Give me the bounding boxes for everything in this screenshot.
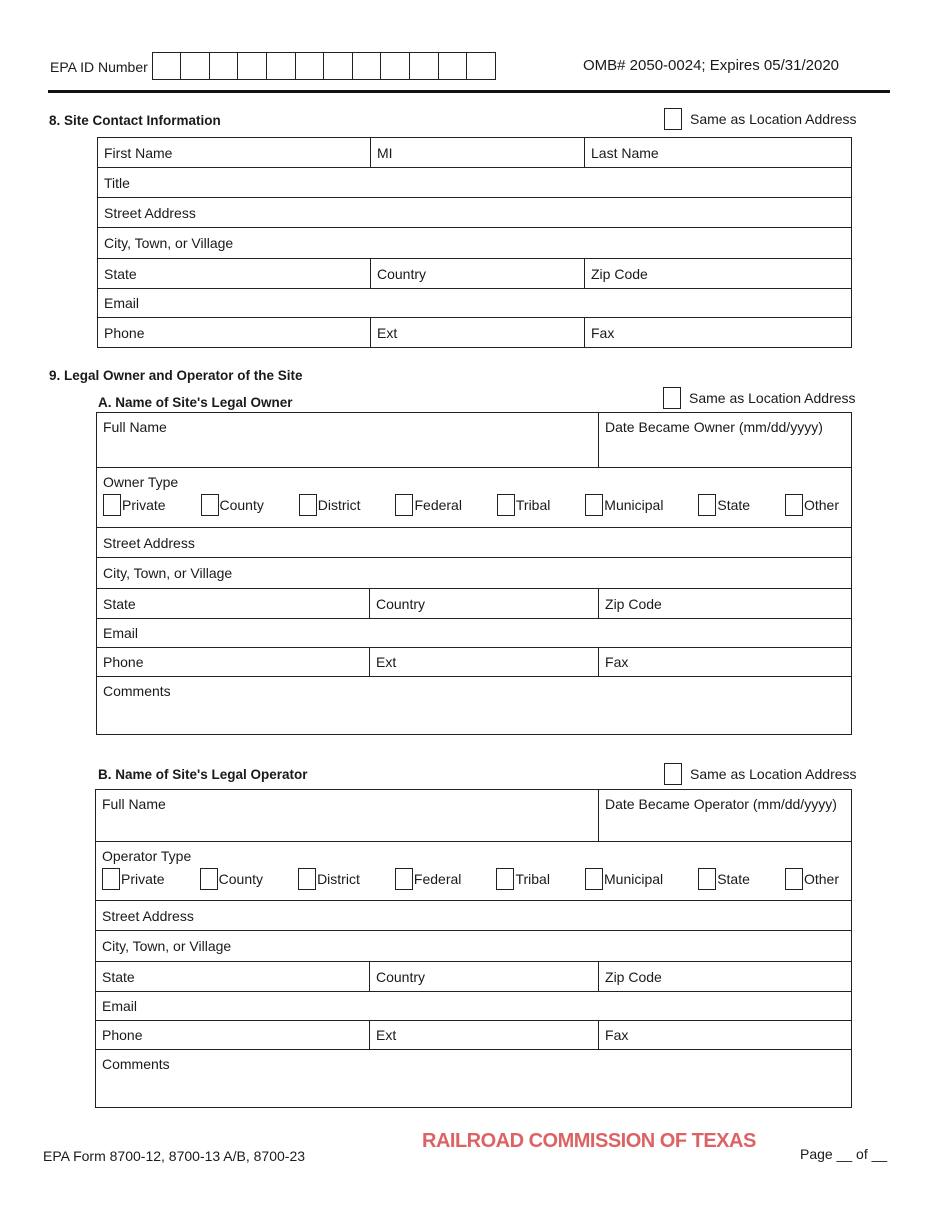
owner-type-private[interactable]	[103, 494, 166, 516]
county-checkbox[interactable]	[201, 494, 219, 516]
operator-full-name-field[interactable]	[96, 790, 599, 842]
epa-id-input[interactable]	[153, 52, 496, 80]
owner-country-field[interactable]	[370, 589, 599, 619]
city-label: City, Town, or Village	[104, 235, 234, 251]
district-checkbox[interactable]	[298, 868, 316, 890]
municipal-checkbox[interactable]	[585, 868, 603, 890]
owner-email-field[interactable]	[97, 619, 852, 648]
operator-type-district[interactable]	[298, 868, 360, 890]
phone-label: Phone	[104, 324, 145, 341]
owner-phone-field[interactable]	[97, 648, 370, 677]
owner-same-as-location-label: Same as Location Address	[689, 390, 856, 406]
first-name-label: First Name	[104, 144, 173, 161]
country-label: Country	[377, 265, 427, 282]
owner-type-district[interactable]	[299, 494, 361, 516]
owner-state-label: State	[103, 595, 136, 612]
other-checkbox[interactable]	[785, 494, 803, 516]
ext-label: Ext	[377, 324, 398, 341]
owner-state-field[interactable]	[97, 589, 370, 619]
tribal-label: Tribal	[515, 871, 550, 887]
operator-type-tribal[interactable]	[496, 868, 550, 890]
owner-type-other[interactable]	[785, 494, 839, 516]
operator-fax-label: Fax	[605, 1027, 629, 1043]
state-checkbox[interactable]	[698, 494, 716, 516]
operator-type-state[interactable]	[698, 868, 750, 890]
operator-comments-label: Comments	[102, 1056, 170, 1072]
epa-id-digit-box[interactable]	[352, 52, 382, 80]
owner-city-field[interactable]	[97, 558, 852, 589]
operator-country-label: Country	[376, 968, 426, 985]
municipal-label: Municipal	[604, 497, 664, 513]
site-contact-table	[97, 137, 852, 348]
owner-table	[96, 412, 852, 735]
header-divider	[48, 90, 890, 93]
epa-id-digit-box[interactable]	[237, 52, 267, 80]
country-field[interactable]	[371, 259, 585, 289]
operator-zip-field[interactable]	[599, 962, 852, 992]
owner-comments-label: Comments	[103, 683, 171, 699]
federal-label: Federal	[413, 871, 462, 887]
epa-id-digit-box[interactable]	[209, 52, 239, 80]
city-field[interactable]	[98, 228, 852, 259]
mi-label: MI	[377, 144, 393, 161]
epa-id-digit-box[interactable]	[180, 52, 210, 80]
operator-phone-label: Phone	[102, 1027, 143, 1043]
epa-id-digit-box[interactable]	[380, 52, 410, 80]
fax-label: Fax	[591, 324, 615, 341]
email-field[interactable]	[98, 289, 852, 318]
owner-street-field[interactable]	[97, 528, 852, 558]
operator-table	[95, 789, 852, 1108]
operator-country-field[interactable]	[370, 962, 599, 992]
operator-type-federal[interactable]	[395, 868, 461, 890]
operator-type-other[interactable]	[785, 868, 839, 890]
railroad-commission-stamp: RAILROAD COMMISSION OF TEXAS	[422, 1130, 756, 1152]
owner-full-name-field[interactable]	[97, 413, 599, 468]
operator-type-label: Operator Type	[102, 848, 192, 864]
other-checkbox[interactable]	[785, 868, 803, 890]
same-as-location-label: Same as Location Address	[690, 111, 857, 127]
tribal-checkbox[interactable]	[496, 868, 514, 890]
operator-phone-field[interactable]	[96, 1021, 370, 1050]
operator-same-as-location-checkbox[interactable]	[664, 763, 682, 785]
owner-zip-label: Zip Code	[605, 595, 662, 612]
owner-type-municipal[interactable]	[585, 494, 663, 516]
operator-type-private[interactable]	[102, 868, 165, 890]
other-label: Other	[803, 871, 839, 887]
federal-label: Federal	[414, 497, 462, 513]
title-label: Title	[104, 174, 130, 191]
federal-checkbox[interactable]	[395, 868, 413, 890]
operator-same-as-location-label: Same as Location Address	[690, 766, 857, 782]
operator-zip-label: Zip Code	[605, 968, 662, 985]
owner-email-label: Email	[103, 625, 139, 641]
owner-type-label: Owner Type	[103, 474, 179, 490]
tribal-checkbox[interactable]	[497, 494, 515, 516]
section-9-title: 9. Legal Owner and Operator of the Site	[49, 368, 303, 383]
operator-state-label: State	[102, 968, 135, 985]
owner-type-group	[97, 468, 852, 528]
operator-subtitle: B. Name of Site's Legal Operator	[98, 767, 308, 782]
operator-type-county[interactable]	[200, 868, 263, 890]
epa-id-digit-box[interactable]	[438, 52, 468, 80]
operator-date-label: Date Became Operator (mm/dd/yyyy)	[605, 796, 837, 812]
owner-city-label: City, Town, or Village	[103, 565, 233, 581]
operator-email-label: Email	[102, 998, 138, 1014]
epa-id-digit-box[interactable]	[323, 52, 353, 80]
operator-type-municipal[interactable]	[585, 868, 663, 890]
operator-date-field[interactable]	[599, 790, 852, 842]
owner-subtitle: A. Name of Site's Legal Owner	[98, 395, 293, 410]
owner-street-label: Street Address	[103, 534, 195, 551]
owner-country-label: Country	[376, 595, 426, 612]
operator-city-field[interactable]	[96, 931, 852, 962]
owner-date-field[interactable]	[599, 413, 852, 468]
street-address-label: Street Address	[104, 204, 196, 221]
ext-field[interactable]	[371, 318, 585, 348]
state-type-label: State	[717, 497, 751, 513]
owner-ext-field[interactable]	[370, 648, 599, 677]
owner-zip-field[interactable]	[599, 589, 852, 619]
private-checkbox[interactable]	[102, 868, 120, 890]
state-label: State	[104, 265, 137, 282]
epa-id-digit-box[interactable]	[152, 52, 182, 80]
operator-street-field[interactable]	[96, 901, 852, 931]
last-name-label: Last Name	[591, 144, 659, 161]
mi-field[interactable]	[371, 138, 585, 168]
owner-type-tribal[interactable]	[497, 494, 551, 516]
owner-fax-label: Fax	[605, 654, 629, 670]
owner-phone-label: Phone	[103, 654, 144, 670]
operator-city-label: City, Town, or Village	[102, 938, 232, 954]
epa-id-label: EPA ID Number	[50, 59, 148, 75]
other-label: Other	[803, 497, 839, 513]
form-id: EPA Form 8700-12, 8700-13 A/B, 8700-23	[43, 1148, 306, 1164]
county-label: County	[218, 871, 263, 887]
owner-type-county[interactable]	[201, 494, 264, 516]
street-address-field[interactable]	[98, 198, 852, 228]
district-label: District	[317, 871, 360, 887]
title-field[interactable]	[98, 168, 852, 198]
last-name-field[interactable]	[585, 138, 852, 168]
owner-type-state[interactable]	[698, 494, 750, 516]
operator-email-field[interactable]	[96, 992, 852, 1021]
epa-id-digit-box[interactable]	[266, 52, 296, 80]
owner-ext-label: Ext	[376, 654, 397, 670]
epa-id-digit-box[interactable]	[295, 52, 325, 80]
owner-same-as-location-checkbox[interactable]	[663, 387, 681, 409]
district-checkbox[interactable]	[299, 494, 317, 516]
owner-full-name-label: Full Name	[103, 419, 167, 435]
tribal-label: Tribal	[515, 497, 551, 513]
email-label: Email	[104, 295, 140, 311]
operator-type-group	[96, 842, 852, 901]
operator-ext-label: Ext	[376, 1027, 397, 1043]
fax-field[interactable]	[585, 318, 852, 348]
owner-fax-field[interactable]	[599, 648, 852, 677]
same-as-location-checkbox[interactable]	[664, 108, 682, 130]
section-8-title: 8. Site Contact Information	[49, 113, 221, 128]
municipal-label: Municipal	[604, 871, 664, 887]
operator-state-field[interactable]	[96, 962, 370, 992]
district-label: District	[317, 497, 361, 513]
municipal-checkbox[interactable]	[585, 494, 603, 516]
private-label: Private	[121, 871, 165, 887]
operator-comments-field[interactable]	[96, 1050, 852, 1108]
site-contact-same-as-location[interactable]	[664, 108, 857, 130]
operator-same-as-location[interactable]	[664, 763, 857, 785]
owner-date-label: Date Became Owner (mm/dd/yyyy)	[605, 419, 823, 435]
operator-ext-field[interactable]	[370, 1021, 599, 1050]
epa-id-digit-box[interactable]	[466, 52, 496, 80]
operator-fax-field[interactable]	[599, 1021, 852, 1050]
state-field[interactable]	[98, 259, 371, 289]
operator-full-name-label: Full Name	[102, 796, 166, 812]
state-checkbox[interactable]	[698, 868, 716, 890]
county-label: County	[219, 497, 264, 513]
state-type-label: State	[717, 871, 750, 887]
owner-type-federal[interactable]	[395, 494, 461, 516]
omb-number: OMB# 2050-0024; Expires 05/31/2020	[583, 57, 840, 74]
private-label: Private	[122, 497, 166, 513]
owner-same-as-location[interactable]	[663, 387, 856, 409]
page-number: Page __ of __	[800, 1146, 888, 1162]
operator-street-label: Street Address	[102, 907, 194, 924]
owner-comments-field[interactable]	[97, 677, 852, 735]
county-checkbox[interactable]	[200, 868, 218, 890]
zip-code-label: Zip Code	[591, 265, 648, 282]
phone-field[interactable]	[98, 318, 371, 348]
zip-code-field[interactable]	[585, 259, 852, 289]
epa-id-digit-box[interactable]	[409, 52, 439, 80]
federal-checkbox[interactable]	[395, 494, 413, 516]
first-name-field[interactable]	[98, 138, 371, 168]
private-checkbox[interactable]	[103, 494, 121, 516]
